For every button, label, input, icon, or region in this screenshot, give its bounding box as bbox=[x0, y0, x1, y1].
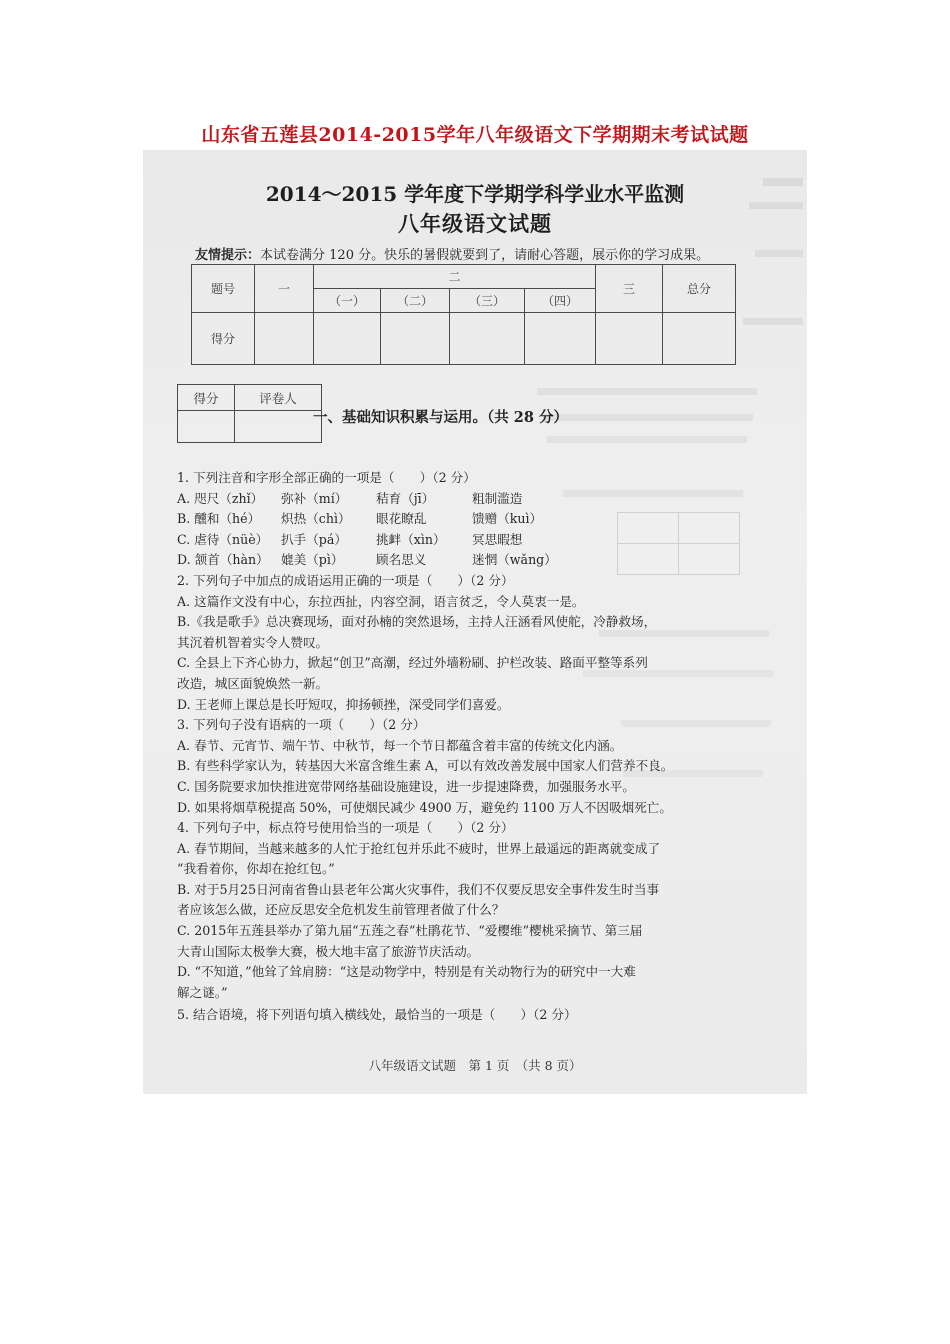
score-cell bbox=[596, 313, 663, 365]
q4-stem: 4. 下列句子中，标点符号使用恰当的一项是（ ）（2 分） bbox=[177, 820, 514, 836]
q4-option-b-line1: B. 对于5月25日河南省鲁山县老年公寓火灾事件，我们不仅要反思安全事件发生时当事 bbox=[177, 881, 660, 897]
q4-option-b-line2: 者应该怎么做，还应反思安全危机发生前管理者做了什么？ bbox=[177, 902, 505, 918]
q4-option-a-line1: A. 春节期间，当越来越多的人忙于抢红包并乐此不疲时，世界上最遥远的距离就变成了 bbox=[177, 840, 661, 856]
q3-stem: 3. 下列句子没有语病的一项（ ）（2 分） bbox=[177, 717, 426, 733]
q1-c-word2: 扒手（pá） bbox=[281, 531, 347, 547]
tip-text: 本试卷满分 120 分。快乐的暑假就要到了，请耐心答题，展示你的学习成果。 bbox=[260, 248, 710, 263]
score-table-sub-1: （一） bbox=[314, 289, 381, 313]
tip-label: 友情提示： bbox=[195, 248, 261, 263]
q1-a-word2: 弥补（mí） bbox=[281, 490, 348, 506]
score-cell bbox=[663, 313, 736, 365]
scanned-exam-page bbox=[143, 150, 807, 1094]
q3-option-c: C. 国务院要求加快推进宽带网络基础设施建设，进一步提速降费，加强服务水平。 bbox=[177, 778, 635, 794]
score-cell bbox=[255, 313, 314, 365]
q4-option-d-line2: 解之谜。” bbox=[177, 984, 228, 1000]
document-title: 山东省五莲县2014-2015学年八年级语文下学期期末考试试题 bbox=[201, 124, 749, 146]
q4-option-a-line2: “我看着你，你却在抢红包。” bbox=[177, 861, 335, 877]
exam-heading-line2: 八年级语文试题 bbox=[398, 211, 552, 236]
q1-b-word2: 炽热（chì） bbox=[281, 511, 351, 527]
q1-c-word4: 冥思暇想 bbox=[472, 531, 523, 547]
section-1-title: 一、基础知识积累与运用。（共 28 分） bbox=[313, 409, 569, 426]
grader-score-label: 得分 bbox=[178, 385, 235, 411]
q3-option-a: A. 春节、元宵节、端午节、中秋节，每一个节日都蕴含着丰富的传统文化内涵。 bbox=[177, 737, 623, 753]
grader-name-label: 评卷人 bbox=[235, 385, 322, 411]
q4-option-c-line1: C. 2015年五莲县举办了第九届“五莲之春”杜鹃花节、“爱樱维”樱桃采摘节、第三届 bbox=[177, 923, 643, 939]
q1-d-word1: D. 颔首（hàn） bbox=[177, 552, 269, 568]
grader-name-cell bbox=[235, 411, 322, 443]
score-cell bbox=[381, 313, 450, 365]
score-cell bbox=[450, 313, 525, 365]
score-table-sub-3: （三） bbox=[450, 289, 525, 313]
q1-a-word3: 秸育（jī） bbox=[376, 490, 435, 506]
grader-score-cell bbox=[178, 411, 235, 443]
q2-option-c-line2: 改造，城区面貌焕然一新。 bbox=[177, 675, 329, 691]
score-table-col-3: 三 bbox=[596, 265, 663, 313]
q2-stem: 2. 下列句子中加点的成语运用正确的一项是（ ）（2 分） bbox=[177, 572, 514, 588]
q1-d-word4: 迷惘（wǎng） bbox=[472, 552, 557, 568]
score-cell bbox=[314, 313, 381, 365]
score-table-sub-4: （四） bbox=[525, 289, 596, 313]
q2-option-b-line1: B.《我是歌手》总决赛现场，面对孙楠的突然退场，主持人汪涵看风使舵，冷静救场， bbox=[177, 614, 657, 630]
q1-d-word3: 顾名思义 bbox=[376, 552, 427, 568]
bleed-through-table bbox=[617, 512, 740, 575]
q2-option-b-line2: 其沉着机智着实令人赞叹。 bbox=[177, 634, 329, 650]
score-table-col-1: 一 bbox=[255, 265, 314, 313]
q3-option-d: D. 如果将烟草税提高 50%，可使烟民减少 4900 万，避免约 1100 万人不因吸烟死亡。 bbox=[177, 799, 672, 815]
score-table-score-label: 得分 bbox=[192, 313, 255, 365]
q1-b-word4: 馈赠（kuì） bbox=[472, 511, 543, 527]
q2-option-d: D. 王老师上课总是长吁短叹，抑扬顿挫，深受同学们喜爱。 bbox=[177, 696, 510, 712]
q4-option-d-line1: D. “不知道，”他耸了耸肩膀：“这是动物学中，特别是有关动物行为的研究中一大难 bbox=[177, 964, 636, 980]
q1-b-word1: B. 醺和（hé） bbox=[177, 511, 261, 527]
score-table-sub-2: （二） bbox=[381, 289, 450, 313]
q4-option-c-line2: 大青山国际太极拳大赛，极大地丰富了旅游节庆活动。 bbox=[177, 943, 480, 959]
q3-option-b: B. 有些科学家认为，转基因大米富含维生素 A，可以有效改善发展中国家人们营养不良。 bbox=[177, 758, 674, 774]
q5-stem: 5. 结合语境，将下列语句填入横线处，最恰当的一项是（ ）（2 分） bbox=[177, 1007, 577, 1023]
grader-table bbox=[177, 384, 322, 443]
q1-d-word2: 媲美（pì） bbox=[281, 552, 344, 568]
score-cell bbox=[525, 313, 596, 365]
exam-heading-line1: 2014～2015 学年度下学期学科学业水平监测 bbox=[265, 182, 685, 206]
q2-option-c-line1: C. 全县上下齐心协力，掀起“创卫”高潮，经过外墙粉刷、护栏改装、路面平整等系列 bbox=[177, 655, 648, 671]
score-table-header-label: 题号 bbox=[192, 265, 255, 313]
q2-option-a: A. 这篇作文没有中心，东拉西扯，内容空洞，语言贫乏，令人莫衷一是。 bbox=[177, 593, 585, 609]
q1-b-word3: 眼花瞭乱 bbox=[376, 511, 427, 527]
q1-a-word4: 粗制滥造 bbox=[472, 490, 523, 506]
score-table-col-2: 二 bbox=[314, 265, 596, 289]
q1-option-a bbox=[177, 489, 787, 510]
friendly-tip bbox=[195, 244, 709, 263]
q1-c-word1: C. 虐待（nüè） bbox=[177, 531, 269, 547]
page-footer: 八年级语文试题 第 1 页 （共 8 页） bbox=[368, 1058, 582, 1073]
q1-c-word3: 挑衅（xìn） bbox=[376, 531, 446, 547]
score-table bbox=[191, 264, 736, 365]
q1-stem: 1. 下列注音和字形全部正确的一项是（ ）（2 分） bbox=[177, 470, 476, 485]
score-table-col-total: 总分 bbox=[663, 265, 736, 313]
q1-a-word1: A. 咫尺（zhǐ） bbox=[177, 490, 264, 506]
